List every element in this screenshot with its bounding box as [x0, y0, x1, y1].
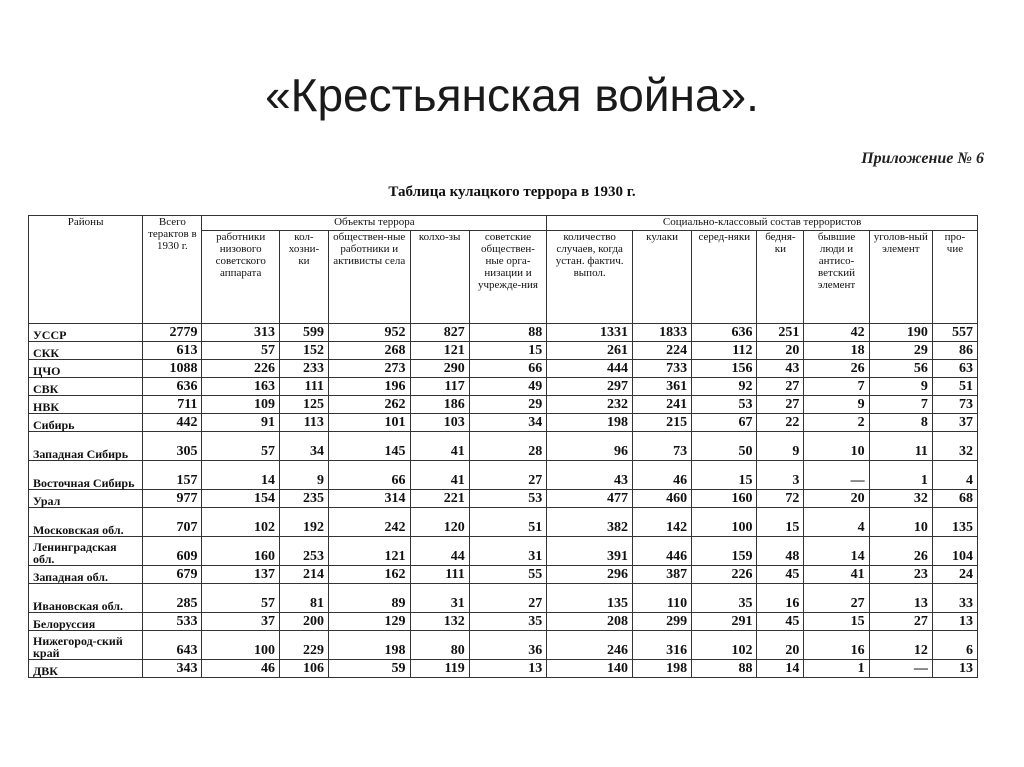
value-cell: 224: [632, 342, 691, 360]
value-cell: 232: [547, 396, 633, 414]
region-cell: Сибирь: [29, 414, 143, 432]
value-cell: 159: [692, 537, 757, 566]
value-cell: 29: [469, 396, 547, 414]
value-cell: 67: [692, 414, 757, 432]
value-cell: 73: [932, 396, 977, 414]
region-cell: НВК: [29, 396, 143, 414]
value-cell: 10: [869, 508, 932, 537]
value-cell: 27: [469, 584, 547, 613]
value-cell: 711: [143, 396, 202, 414]
value-cell: 361: [632, 378, 691, 396]
value-cell: 101: [328, 414, 410, 432]
value-cell: 221: [410, 490, 469, 508]
value-cell: 29: [869, 342, 932, 360]
value-cell: 190: [869, 324, 932, 342]
table-caption: Таблица кулацкого террора в 1930 г.: [388, 184, 636, 200]
region-cell: СКК: [29, 342, 143, 360]
table-row: [29, 360, 978, 378]
value-cell: 290: [410, 360, 469, 378]
table-row: [29, 584, 978, 613]
value-cell: 27: [757, 378, 804, 396]
value-cell: 117: [410, 378, 469, 396]
appendix-label: Приложение № 6: [861, 150, 984, 167]
value-cell: 14: [757, 660, 804, 678]
value-cell: 12: [869, 631, 932, 660]
value-cell: 66: [469, 360, 547, 378]
value-cell: 198: [547, 414, 633, 432]
value-cell: 32: [932, 432, 977, 461]
value-cell: 135: [932, 508, 977, 537]
header-social: бывшие люди и антисо-ветский элемент: [804, 231, 869, 324]
value-cell: 33: [932, 584, 977, 613]
region-cell: Западная обл.: [29, 566, 143, 584]
header-object: колхо-зы: [410, 231, 469, 324]
value-cell: 192: [279, 508, 328, 537]
value-cell: 636: [143, 378, 202, 396]
value-cell: 27: [869, 613, 932, 631]
value-cell: 22: [757, 414, 804, 432]
slide-title: «Крестьянская война».: [265, 69, 759, 121]
value-cell: 142: [632, 508, 691, 537]
value-cell: 55: [469, 566, 547, 584]
value-cell: 53: [692, 396, 757, 414]
value-cell: 285: [143, 584, 202, 613]
value-cell: 103: [410, 414, 469, 432]
header-object: обществен-ные работники и активисты села: [328, 231, 410, 324]
value-cell: 313: [202, 324, 280, 342]
value-cell: 121: [328, 537, 410, 566]
value-cell: 96: [547, 432, 633, 461]
value-cell: 152: [279, 342, 328, 360]
value-cell: 31: [410, 584, 469, 613]
value-cell: 57: [202, 342, 280, 360]
value-cell: 1: [869, 461, 932, 490]
value-cell: 34: [469, 414, 547, 432]
value-cell: 37: [932, 414, 977, 432]
value-cell: 273: [328, 360, 410, 378]
value-cell: 68: [932, 490, 977, 508]
value-cell: 51: [469, 508, 547, 537]
value-cell: 15: [804, 613, 869, 631]
table-row: [29, 566, 978, 584]
value-cell: 13: [932, 660, 977, 678]
value-cell: 382: [547, 508, 633, 537]
value-cell: 4: [804, 508, 869, 537]
value-cell: 113: [279, 414, 328, 432]
table-row: [29, 342, 978, 360]
value-cell: 106: [279, 660, 328, 678]
value-cell: 24: [932, 566, 977, 584]
value-cell: 16: [804, 631, 869, 660]
value-cell: 27: [804, 584, 869, 613]
value-cell: 91: [202, 414, 280, 432]
value-cell: 679: [143, 566, 202, 584]
value-cell: 643: [143, 631, 202, 660]
value-cell: 9: [869, 378, 932, 396]
value-cell: 26: [804, 360, 869, 378]
value-cell: 446: [632, 537, 691, 566]
header-regions: Районы: [29, 216, 143, 324]
value-cell: 6: [932, 631, 977, 660]
value-cell: 57: [202, 584, 280, 613]
value-cell: 154: [202, 490, 280, 508]
header-social: кулаки: [632, 231, 691, 324]
value-cell: 261: [547, 342, 633, 360]
header-total: Всего терактов в 1930 г.: [143, 216, 202, 324]
value-cell: 9: [279, 461, 328, 490]
value-cell: 613: [143, 342, 202, 360]
value-cell: 57: [202, 432, 280, 461]
table-row: [29, 432, 978, 461]
value-cell: 1833: [632, 324, 691, 342]
value-cell: 391: [547, 537, 633, 566]
value-cell: 111: [279, 378, 328, 396]
value-cell: 460: [632, 490, 691, 508]
value-cell: 13: [932, 613, 977, 631]
value-cell: 46: [202, 660, 280, 678]
value-cell: 214: [279, 566, 328, 584]
value-cell: 599: [279, 324, 328, 342]
table-body: [29, 324, 978, 678]
value-cell: 80: [410, 631, 469, 660]
region-cell: Западная Сибирь: [29, 432, 143, 461]
table-row: [29, 660, 978, 678]
value-cell: 9: [757, 432, 804, 461]
value-cell: 609: [143, 537, 202, 566]
table-row: [29, 324, 978, 342]
value-cell: 27: [469, 461, 547, 490]
value-cell: 89: [328, 584, 410, 613]
value-cell: 157: [143, 461, 202, 490]
value-cell: 51: [932, 378, 977, 396]
value-cell: 125: [279, 396, 328, 414]
value-cell: 8: [869, 414, 932, 432]
value-cell: 229: [279, 631, 328, 660]
value-cell: 81: [279, 584, 328, 613]
header-group-social: Социально-классовый состав террористов: [547, 216, 978, 231]
value-cell: 241: [632, 396, 691, 414]
value-cell: 444: [547, 360, 633, 378]
value-cell: 343: [143, 660, 202, 678]
value-cell: 3: [757, 461, 804, 490]
value-cell: 160: [692, 490, 757, 508]
value-cell: 100: [202, 631, 280, 660]
header-social: количество случаев, когда устан. фактич. выпол.: [547, 231, 633, 324]
value-cell: 20: [804, 490, 869, 508]
value-cell: 53: [469, 490, 547, 508]
region-cell: Ленинградская обл.: [29, 537, 143, 566]
value-cell: 121: [410, 342, 469, 360]
value-cell: 15: [469, 342, 547, 360]
value-cell: 636: [692, 324, 757, 342]
value-cell: 253: [279, 537, 328, 566]
value-cell: 14: [202, 461, 280, 490]
table-row: [29, 461, 978, 490]
value-cell: 104: [932, 537, 977, 566]
value-cell: 86: [932, 342, 977, 360]
value-cell: 200: [279, 613, 328, 631]
value-cell: 442: [143, 414, 202, 432]
value-cell: 226: [692, 566, 757, 584]
value-cell: 135: [547, 584, 633, 613]
value-cell: 242: [328, 508, 410, 537]
value-cell: 41: [410, 432, 469, 461]
value-cell: 120: [410, 508, 469, 537]
value-cell: 299: [632, 613, 691, 631]
value-cell: 977: [143, 490, 202, 508]
region-cell: ЦЧО: [29, 360, 143, 378]
region-cell: Восточная Сибирь: [29, 461, 143, 490]
value-cell: 707: [143, 508, 202, 537]
value-cell: 291: [692, 613, 757, 631]
value-cell: 10: [804, 432, 869, 461]
value-cell: 28: [469, 432, 547, 461]
region-cell: СВК: [29, 378, 143, 396]
header-object: советские обществен-ные орга-низации и учрежде-ния: [469, 231, 547, 324]
value-cell: 36: [469, 631, 547, 660]
value-cell: 20: [757, 342, 804, 360]
value-cell: 31: [469, 537, 547, 566]
value-cell: 48: [757, 537, 804, 566]
value-cell: 20: [757, 631, 804, 660]
value-cell: 145: [328, 432, 410, 461]
region-cell: ДВК: [29, 660, 143, 678]
value-cell: 110: [632, 584, 691, 613]
value-cell: 49: [469, 378, 547, 396]
value-cell: 35: [469, 613, 547, 631]
value-cell: 305: [143, 432, 202, 461]
value-cell: 41: [410, 461, 469, 490]
value-cell: 132: [410, 613, 469, 631]
value-cell: 46: [632, 461, 691, 490]
value-cell: 43: [547, 461, 633, 490]
value-cell: 2779: [143, 324, 202, 342]
value-cell: 45: [757, 613, 804, 631]
value-cell: 477: [547, 490, 633, 508]
value-cell: 42: [804, 324, 869, 342]
table-row: [29, 414, 978, 432]
value-cell: 119: [410, 660, 469, 678]
value-cell: 13: [469, 660, 547, 678]
value-cell: 186: [410, 396, 469, 414]
value-cell: 88: [469, 324, 547, 342]
value-cell: 251: [757, 324, 804, 342]
value-cell: 297: [547, 378, 633, 396]
header-social: серед-няки: [692, 231, 757, 324]
table-row: [29, 508, 978, 537]
value-cell: 112: [692, 342, 757, 360]
value-cell: 140: [547, 660, 633, 678]
value-cell: 45: [757, 566, 804, 584]
value-cell: 15: [692, 461, 757, 490]
value-cell: 18: [804, 342, 869, 360]
value-cell: 23: [869, 566, 932, 584]
value-cell: 15: [757, 508, 804, 537]
value-cell: 63: [932, 360, 977, 378]
value-cell: 156: [692, 360, 757, 378]
value-cell: 198: [328, 631, 410, 660]
value-cell: —: [869, 660, 932, 678]
value-cell: 9: [804, 396, 869, 414]
value-cell: 109: [202, 396, 280, 414]
value-cell: 1088: [143, 360, 202, 378]
value-cell: 163: [202, 378, 280, 396]
value-cell: 262: [328, 396, 410, 414]
value-cell: 41: [804, 566, 869, 584]
value-cell: 733: [632, 360, 691, 378]
value-cell: 32: [869, 490, 932, 508]
region-cell: Нижегород-ский край: [29, 631, 143, 660]
value-cell: 43: [757, 360, 804, 378]
value-cell: 827: [410, 324, 469, 342]
value-cell: 7: [869, 396, 932, 414]
value-cell: 162: [328, 566, 410, 584]
header-row-groups: [29, 216, 978, 231]
value-cell: 66: [328, 461, 410, 490]
region-cell: УССР: [29, 324, 143, 342]
value-cell: 73: [632, 432, 691, 461]
value-cell: 533: [143, 613, 202, 631]
value-cell: 34: [279, 432, 328, 461]
value-cell: 226: [202, 360, 280, 378]
value-cell: 246: [547, 631, 633, 660]
region-cell: Ивановская обл.: [29, 584, 143, 613]
value-cell: —: [804, 461, 869, 490]
value-cell: 59: [328, 660, 410, 678]
table-row: [29, 396, 978, 414]
value-cell: 2: [804, 414, 869, 432]
value-cell: 14: [804, 537, 869, 566]
value-cell: 44: [410, 537, 469, 566]
value-cell: 952: [328, 324, 410, 342]
value-cell: 13: [869, 584, 932, 613]
terror-table: [28, 215, 978, 678]
header-group-objects: Объекты террора: [202, 216, 547, 231]
value-cell: 27: [757, 396, 804, 414]
value-cell: 198: [632, 660, 691, 678]
value-cell: 233: [279, 360, 328, 378]
value-cell: 35: [692, 584, 757, 613]
value-cell: 111: [410, 566, 469, 584]
value-cell: 26: [869, 537, 932, 566]
value-cell: 7: [804, 378, 869, 396]
value-cell: 137: [202, 566, 280, 584]
header-social: бедня-ки: [757, 231, 804, 324]
table-row: [29, 378, 978, 396]
value-cell: 102: [692, 631, 757, 660]
value-cell: 100: [692, 508, 757, 537]
value-cell: 129: [328, 613, 410, 631]
value-cell: 102: [202, 508, 280, 537]
value-cell: 160: [202, 537, 280, 566]
value-cell: 11: [869, 432, 932, 461]
header-object: работники низового советского аппарата: [202, 231, 280, 324]
region-cell: Урал: [29, 490, 143, 508]
value-cell: 1: [804, 660, 869, 678]
table-row: [29, 613, 978, 631]
value-cell: 56: [869, 360, 932, 378]
table-row: [29, 490, 978, 508]
value-cell: 4: [932, 461, 977, 490]
value-cell: 92: [692, 378, 757, 396]
value-cell: 37: [202, 613, 280, 631]
value-cell: 72: [757, 490, 804, 508]
value-cell: 16: [757, 584, 804, 613]
value-cell: 314: [328, 490, 410, 508]
table-row: [29, 537, 978, 566]
header-object: кол-хозни-ки: [279, 231, 328, 324]
value-cell: 268: [328, 342, 410, 360]
value-cell: 50: [692, 432, 757, 461]
value-cell: 316: [632, 631, 691, 660]
table-row: [29, 631, 978, 660]
header-social: про-чие: [932, 231, 977, 324]
value-cell: 1331: [547, 324, 633, 342]
value-cell: 208: [547, 613, 633, 631]
value-cell: 296: [547, 566, 633, 584]
region-cell: Московская обл.: [29, 508, 143, 537]
header-social: уголов-ный элемент: [869, 231, 932, 324]
value-cell: 196: [328, 378, 410, 396]
value-cell: 557: [932, 324, 977, 342]
value-cell: 215: [632, 414, 691, 432]
document-scan: [0, 140, 1024, 767]
value-cell: 88: [692, 660, 757, 678]
value-cell: 235: [279, 490, 328, 508]
value-cell: 387: [632, 566, 691, 584]
region-cell: Белоруссия: [29, 613, 143, 631]
